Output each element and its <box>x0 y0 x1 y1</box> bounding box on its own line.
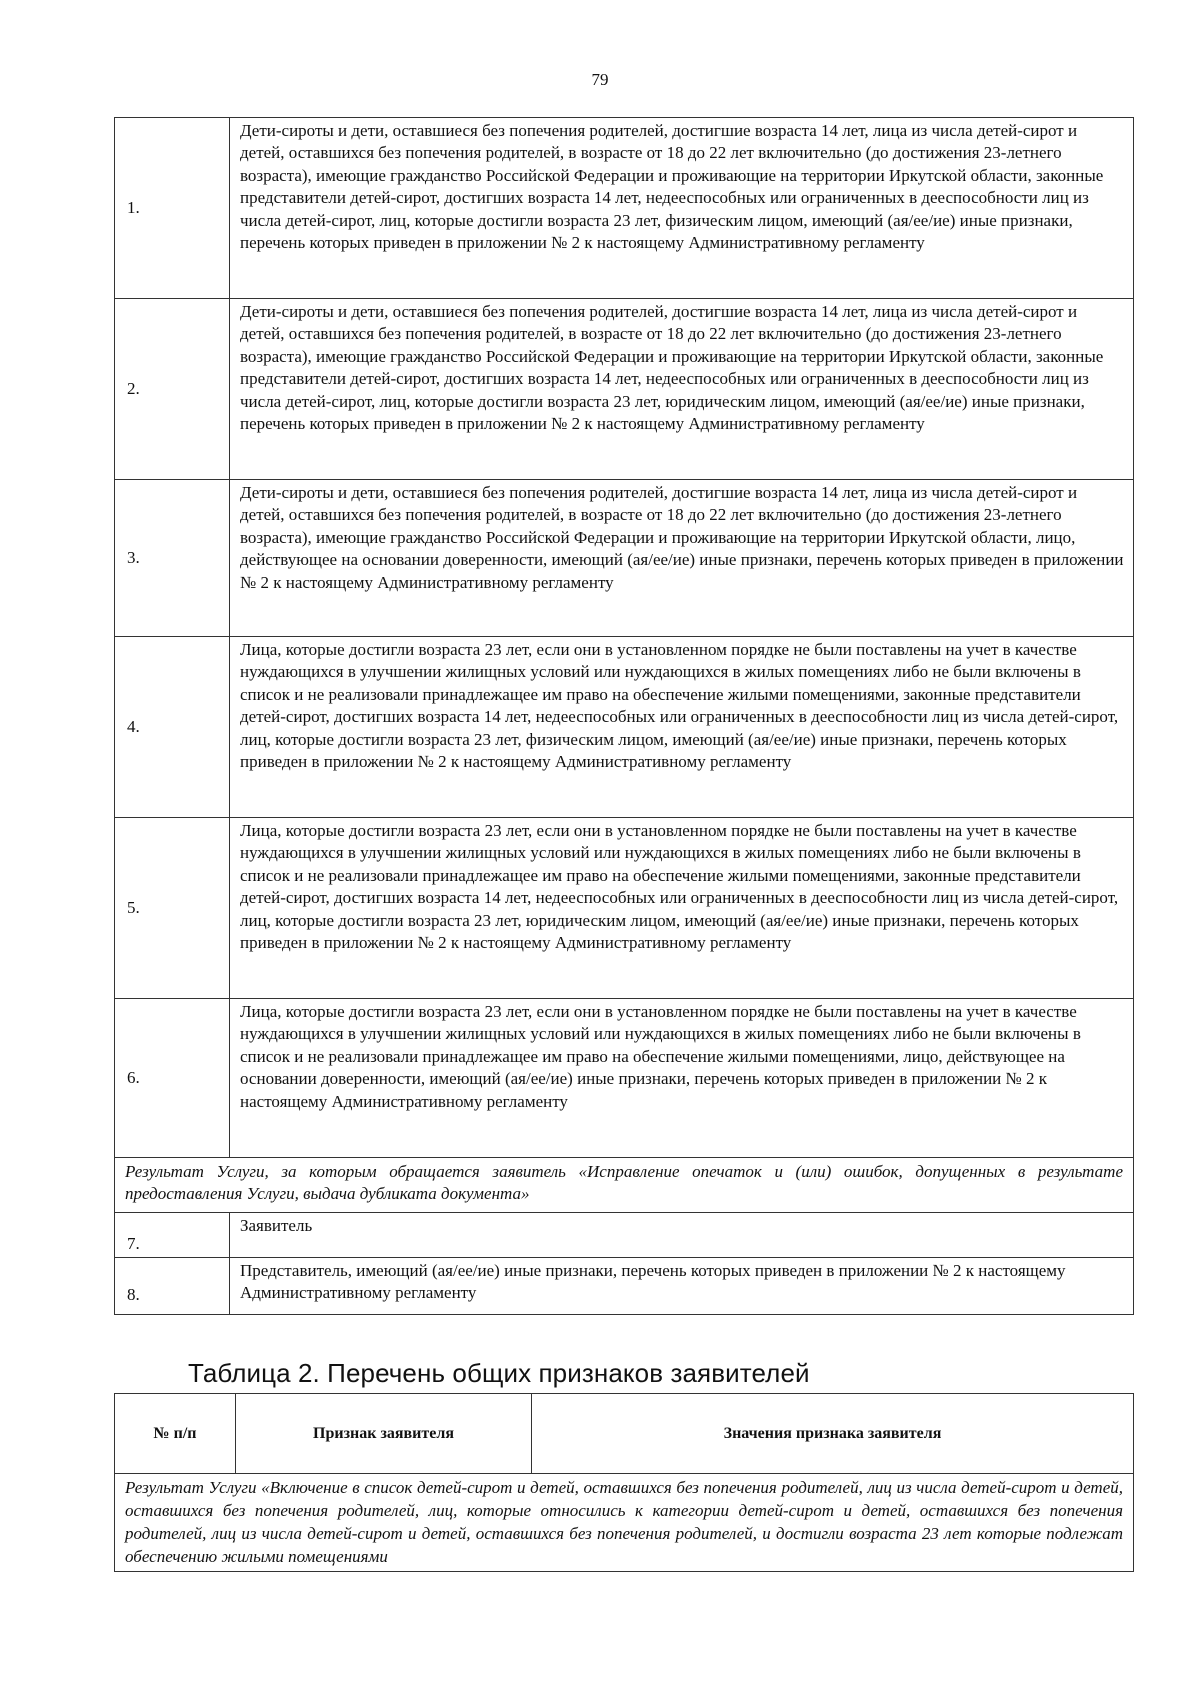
section-heading: Результат Услуги «Включение в список детей-сирот и детей, оставшихся без попечения родителей, лиц из числа детей-сирот и детей, оставшихся без попечения родителей, лиц, которые относились к категории детей-сирот и детей, оставшихся без попечения родителей, лиц из числа детей-сирот и детей, оставшихся без попечения родителей, и достигли возраста 23 лет которые подлежат обеспечению жилыми помещениями <box>115 1474 1134 1572</box>
section-heading-row <box>115 1474 1134 1572</box>
row-description: Дети-сироты и дети, оставшиеся без попечения родителей, достигшие возраста 14 лет, лица из числа детей-сирот и детей, оставшихся без попечения родителей, в возрасте от 18 до 22 лет включительно (до достижения 23-летнего возраста), имеющие гражданство Российской Федерации и проживающие на территории Иркутской области, лицо, действующее на основании доверенности, имеющий (ая/ее/ие) иные признаки, перечень которых приведен в приложении № 2 к настоящему Административному регламенту <box>230 480 1134 637</box>
table-header-row <box>115 1394 1134 1474</box>
row-number: 1. <box>115 118 230 299</box>
row-description: Лица, которые достигли возраста 23 лет, если они в установленном порядке не были поставлены на учет в качестве нуждающихся в улучшении жилищных условий или нуждающихся в жилых помещениях либо не были включены в список и не реализовали принадлежащее им право на обеспечение жилыми помещениями, лицо, действующее на основании доверенности, имеющий (ая/ее/ие) иные признаки, перечень которых приведен в приложении № 2 к настоящему Административному регламенту <box>230 999 1134 1158</box>
section-heading: Результат Услуги, за которым обращается заявитель «Исправление опечаток и (или) ошибок, допущенных в результате предоставления Услуги, выдача дубликата документа» <box>115 1158 1134 1213</box>
table-row <box>115 999 1134 1158</box>
column-header-number: № п/п <box>115 1394 236 1474</box>
row-number: 5. <box>115 818 230 999</box>
applicant-variants-table <box>114 117 1134 1315</box>
row-number: 6. <box>115 999 230 1158</box>
page-number: 79 <box>591 70 609 89</box>
row-description: Дети-сироты и дети, оставшиеся без попечения родителей, достигшие возраста 14 лет, лица из числа детей-сирот и детей, оставшихся без попечения родителей, в возрасте от 18 до 22 лет включительно (до достижения 23-летнего возраста), имеющие гражданство Российской Федерации и проживающие на территории Иркутской области, законные представители детей-сирот, достигших возраста 14 лет, недееспособных или ограниченных в дееспособности лиц из числа детей-сирот, лиц, которые достигли возраста 23 лет, физическим лицом, имеющий (ая/ее/ие) иные признаки, перечень которых приведен в приложении № 2 к настоящему Административному регламенту <box>230 118 1134 299</box>
column-header-values: Значения признака заявителя <box>532 1394 1134 1474</box>
row-number: 8. <box>115 1257 230 1314</box>
table-row <box>115 480 1134 637</box>
row-description: Лица, которые достигли возраста 23 лет, если они в установленном порядке не были поставлены на учет в качестве нуждающихся в улучшении жилищных условий или нуждающихся в жилых помещениях либо не были включены в список и не реализовали принадлежащее им право на обеспечение жилыми помещениями, законные представители детей-сирот, достигших возраста 14 лет, недееспособных или ограниченных в дееспособности лиц из числа детей-сирот, лиц, которые достигли возраста 23 лет, юридическим лицом, имеющий (ая/ее/ие) иные признаки, перечень которых приведен в приложении № 2 к настоящему Административному регламенту <box>230 818 1134 999</box>
table-row <box>115 118 1134 299</box>
table-row <box>115 637 1134 818</box>
column-header-attribute: Признак заявителя <box>236 1394 532 1474</box>
table-row <box>115 299 1134 480</box>
table-row <box>115 1212 1134 1257</box>
row-description: Заявитель <box>230 1212 1134 1257</box>
table-row <box>115 818 1134 999</box>
table-title: Таблица 2. Перечень общих признаков заявителей <box>188 1358 810 1388</box>
section-heading-row <box>115 1158 1134 1213</box>
row-description: Дети-сироты и дети, оставшиеся без попечения родителей, достигшие возраста 14 лет, лица из числа детей-сирот и детей, оставшихся без попечения родителей, в возрасте от 18 до 22 лет включительно (до достижения 23-летнего возраста), имеющие гражданство Российской Федерации и проживающие на территории Иркутской области, законные представители детей-сирот, достигших возраста 14 лет, недееспособных или ограниченных в дееспособности лиц из числа детей-сирот, лиц, которые достигли возраста 23 лет, юридическим лицом, имеющий (ая/ее/ие) иные признаки, перечень которых приведен в приложении № 2 к настоящему Административному регламенту <box>230 299 1134 480</box>
row-description: Лица, которые достигли возраста 23 лет, если они в установленном порядке не были поставлены на учет в качестве нуждающихся в улучшении жилищных условий или нуждающихся в жилых помещениях либо не были включены в список и не реализовали принадлежащее им право на обеспечение жилыми помещениями, законные представители детей-сирот, достигших возраста 14 лет, недееспособных или ограниченных в дееспособности лиц из числа детей-сирот, лиц, которые достигли возраста 23 лет, физическим лицом, имеющий (ая/ее/ие) иные признаки, перечень которых приведен в приложении № 2 к настоящему Административному регламенту <box>230 637 1134 818</box>
row-description: Представитель, имеющий (ая/ее/ие) иные признаки, перечень которых приведен в приложении № 2 к настоящему Административному регламенту <box>230 1257 1134 1314</box>
row-number: 3. <box>115 480 230 637</box>
row-number: 7. <box>115 1212 230 1257</box>
table-row <box>115 1257 1134 1314</box>
applicant-attributes-table <box>114 1393 1134 1572</box>
row-number: 4. <box>115 637 230 818</box>
row-number: 2. <box>115 299 230 480</box>
